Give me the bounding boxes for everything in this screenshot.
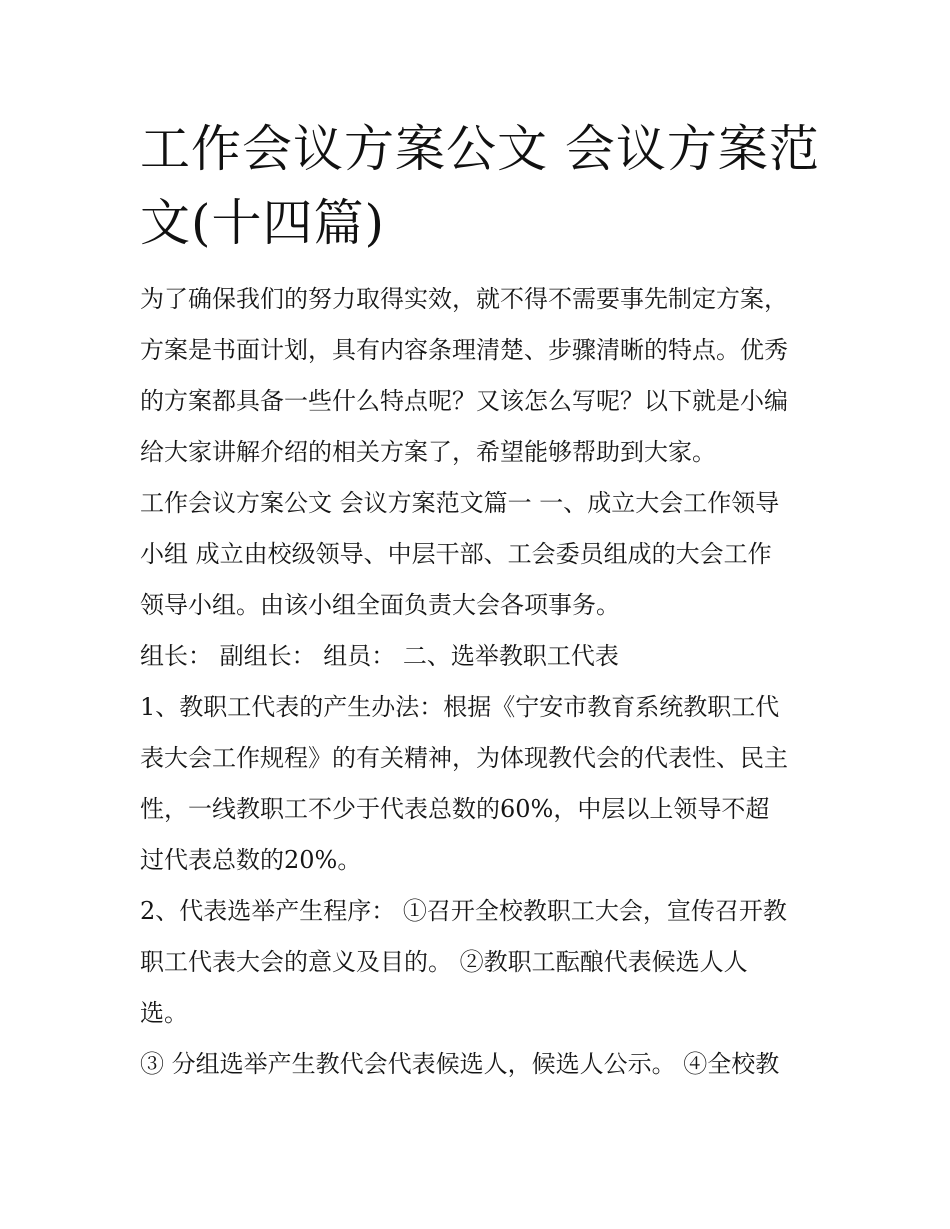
text-line: 选。 — [140, 999, 188, 1027]
text-line: 领导小组。由该小组全面负责大会各项事务。 — [140, 591, 620, 619]
document-title — [140, 112, 820, 260]
text-line: 过代表总数的20%。 — [140, 846, 362, 874]
text-line: 性，一线教职工不少于代表总数的60%，中层以上领导不超 — [140, 795, 770, 823]
text-line: 表大会工作规程》的有关精神，为体现教代会的代表性、民主 — [140, 744, 788, 772]
paragraph-group-roles — [140, 631, 830, 682]
text-line: ③ 分组选举产生教代会代表候选人，候选人公示。 ④全校教 — [140, 1050, 780, 1078]
title-line: 工作会议方案公文 会议方案范 — [140, 120, 820, 178]
text-line: 工作会议方案公文 会议方案范文篇一 一、成立大会工作领导 — [140, 489, 780, 517]
text-line: 小组 成立由校级领导、中层干部、工会委员组成的大会工作 — [140, 540, 772, 568]
text-line: 组长： 副组长： 组员： 二、选举教职工代表 — [140, 642, 619, 670]
text-line: 1、教职工代表的产生办法：根据《宁安市教育系统教职工代 — [140, 693, 780, 721]
text-line: 方案是书面计划，具有内容条理清楚、步骤清晰的特点。优秀 — [140, 336, 788, 364]
paragraph-item-1 — [140, 682, 830, 886]
paragraph-item-2 — [140, 886, 830, 1039]
paragraph-section-one — [140, 478, 830, 631]
text-line: 职工代表大会的意义及目的。 ②教职工酝酿代表候选人人 — [140, 948, 748, 976]
paragraph-item-3 — [140, 1039, 830, 1090]
text-line: 2、代表选举产生程序： ①召开全校教职工大会，宣传召开教 — [140, 897, 787, 925]
text-line: 为了确保我们的努力取得实效，就不得不需要事先制定方案， — [140, 285, 788, 313]
text-line: 给大家讲解介绍的相关方案了，希望能够帮助到大家。 — [140, 438, 716, 466]
text-line: 的方案都具备一些什么特点呢？又该怎么写呢？以下就是小编 — [140, 387, 788, 415]
paragraph-intro — [140, 274, 830, 478]
title-line: 文(十四篇) — [140, 194, 386, 252]
